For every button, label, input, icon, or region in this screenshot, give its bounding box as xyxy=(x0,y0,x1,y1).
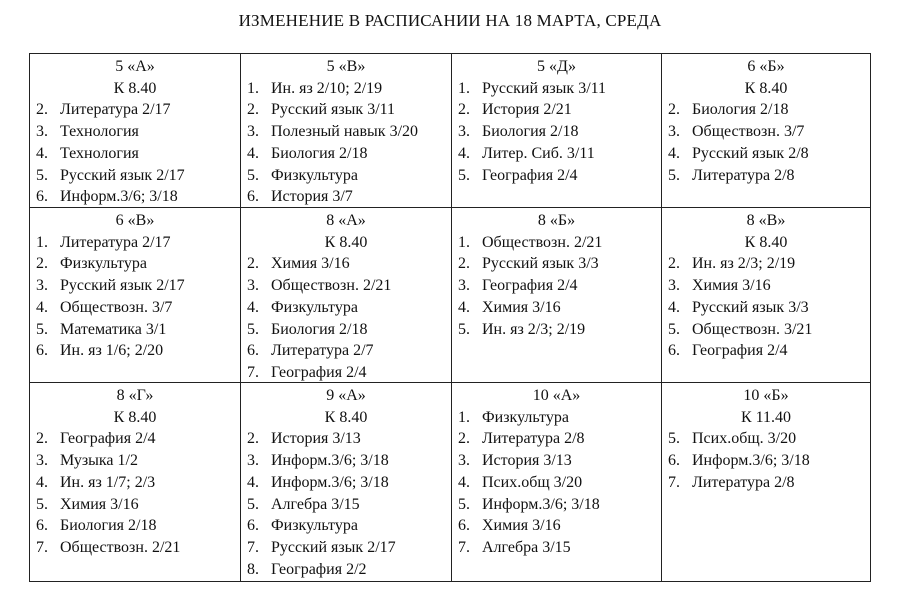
lesson-item xyxy=(668,121,870,143)
lesson-number: 3. xyxy=(458,123,470,141)
lesson-number: 7. xyxy=(247,363,259,381)
lesson-text: География 2/4 xyxy=(482,277,578,295)
lesson-text: География 2/4 xyxy=(271,363,367,381)
lesson-text: Литература 2/8 xyxy=(692,166,795,184)
lesson-number: 6. xyxy=(458,517,470,535)
lesson-number: 8. xyxy=(247,560,259,578)
lesson-number: 5. xyxy=(458,320,470,338)
lesson-text: Биология 2/18 xyxy=(692,101,789,119)
lesson-item xyxy=(247,78,451,100)
lesson-item xyxy=(247,428,451,450)
lesson-item xyxy=(668,253,870,275)
lesson-item xyxy=(458,537,661,559)
lesson-text: Русский язык 2/17 xyxy=(271,538,396,556)
lesson-number: 5. xyxy=(247,320,259,338)
lesson-text: Обществозн. 3/7 xyxy=(692,123,805,141)
lesson-item xyxy=(247,275,451,297)
lesson-text: Биология 2/18 xyxy=(60,517,157,535)
lesson-text: История 2/21 xyxy=(482,101,572,119)
lesson-text: Химия 3/16 xyxy=(482,517,561,535)
lesson-item xyxy=(458,165,661,187)
lesson-item xyxy=(36,319,240,341)
class-name: 10 «Б» xyxy=(743,387,789,404)
lesson-item xyxy=(458,121,661,143)
class-name: 5 «Д» xyxy=(537,58,576,75)
lesson-text: Музыка 1/2 xyxy=(60,452,138,470)
lesson-text: География 2/4 xyxy=(692,342,788,360)
lesson-text: Технология xyxy=(60,123,139,141)
lesson-text: Ин. яз 1/6; 2/20 xyxy=(60,342,164,360)
lesson-number: 6. xyxy=(247,342,259,360)
lesson-text: Псих.общ 3/20 xyxy=(482,473,583,491)
lesson-item xyxy=(36,143,240,165)
lesson-item xyxy=(668,450,870,472)
lesson-item xyxy=(36,450,240,472)
lesson-item xyxy=(458,494,661,516)
lesson-number: 3. xyxy=(668,277,680,295)
lesson-number: 6. xyxy=(247,517,259,535)
lesson-number: 5. xyxy=(247,495,259,513)
lesson-item xyxy=(247,121,451,143)
lesson-item xyxy=(247,362,451,383)
lesson-text: Алгебра 3/15 xyxy=(482,538,571,556)
lesson-item xyxy=(458,99,661,121)
lesson-text: Литер. Сиб. 3/11 xyxy=(482,144,595,162)
lesson-number: 1. xyxy=(458,233,470,251)
lesson-item xyxy=(247,165,451,187)
lesson-item xyxy=(36,121,240,143)
lesson-number: 5. xyxy=(36,320,48,338)
start-time: К 8.40 xyxy=(324,408,368,426)
lesson-number: 3. xyxy=(36,277,48,295)
lesson-number: 6. xyxy=(36,188,48,206)
lesson-number: 3. xyxy=(247,277,259,295)
lesson-text: Литература 2/17 xyxy=(60,233,171,251)
lesson-item xyxy=(458,253,661,275)
lesson-item xyxy=(458,407,661,429)
lesson-text: Обществозн. 3/7 xyxy=(60,298,173,316)
lesson-number: 4. xyxy=(458,473,470,491)
lesson-item xyxy=(247,515,451,537)
lesson-item xyxy=(36,165,240,187)
lesson-item xyxy=(247,143,451,165)
lesson-text: Русский язык 3/11 xyxy=(271,101,396,119)
lesson-item xyxy=(36,232,240,254)
lesson-number: 2. xyxy=(247,255,259,273)
lesson-number: 3. xyxy=(247,452,259,470)
lesson-item xyxy=(247,253,451,275)
lesson-text: Информ.3/6; 3/18 xyxy=(271,452,389,470)
start-time: К 11.40 xyxy=(740,408,792,426)
lesson-number: 5. xyxy=(247,166,259,184)
lesson-number: 1. xyxy=(247,79,259,97)
lesson-number: 4. xyxy=(36,473,48,491)
lesson-number: 4. xyxy=(458,298,470,316)
lesson-text: Ин. яз 2/3; 2/19 xyxy=(692,255,796,273)
class-name: 8 «Б» xyxy=(537,212,576,229)
lesson-text: География 2/4 xyxy=(60,430,156,448)
lesson-number: 6. xyxy=(247,188,259,206)
lesson-number: 3. xyxy=(36,452,48,470)
lesson-item xyxy=(458,275,661,297)
lesson-text: Биология 2/18 xyxy=(271,144,368,162)
start-time: К 8.40 xyxy=(113,79,157,97)
lesson-item xyxy=(668,319,870,341)
lesson-number: 4. xyxy=(247,144,259,162)
lesson-text: Физкультура xyxy=(271,298,358,316)
lesson-text: Химия 3/16 xyxy=(60,495,139,513)
lesson-number: 4. xyxy=(668,144,680,162)
lesson-text: Химия 3/16 xyxy=(271,255,350,273)
lesson-number: 2. xyxy=(247,101,259,119)
lesson-item xyxy=(247,340,451,362)
lesson-number: 5. xyxy=(668,166,680,184)
lesson-item xyxy=(668,99,870,121)
lesson-number: 2. xyxy=(36,430,48,448)
lesson-number: 3. xyxy=(668,123,680,141)
lesson-number: 5. xyxy=(458,495,470,513)
lesson-item xyxy=(247,450,451,472)
lesson-text: Обществозн. 2/21 xyxy=(271,277,392,295)
class-name: 6 «В» xyxy=(115,212,155,229)
page-title: ИЗМЕНЕНИЕ В РАСПИСАНИИ НА 18 МАРТА, СРЕДА xyxy=(238,11,662,30)
lesson-number: 3. xyxy=(247,123,259,141)
lesson-item xyxy=(36,472,240,494)
start-time: К 8.40 xyxy=(744,233,788,251)
lesson-item xyxy=(458,297,661,319)
lesson-number: 5. xyxy=(668,320,680,338)
lesson-text: Обществозн. 2/21 xyxy=(482,233,603,251)
lesson-text: Физкультура xyxy=(60,255,147,273)
lesson-number: 1. xyxy=(36,233,48,251)
lesson-number: 5. xyxy=(668,430,680,448)
class-name: 8 «В» xyxy=(746,212,786,229)
lesson-item xyxy=(36,297,240,319)
lesson-item xyxy=(247,559,451,581)
lesson-number: 4. xyxy=(247,298,259,316)
lesson-item xyxy=(668,165,870,187)
lesson-text: География 2/2 xyxy=(271,560,367,578)
lesson-text: Ин. яз 2/10; 2/19 xyxy=(271,79,383,97)
lesson-text: География 2/4 xyxy=(482,166,578,184)
lesson-text: Литература 2/7 xyxy=(271,342,374,360)
class-name: 9 «А» xyxy=(326,387,366,404)
start-time: К 8.40 xyxy=(744,79,788,97)
class-name: 8 «А» xyxy=(326,212,366,229)
lesson-number: 7. xyxy=(36,538,48,556)
lesson-item xyxy=(247,186,451,208)
lesson-text: Химия 3/16 xyxy=(482,298,561,316)
lesson-item xyxy=(247,494,451,516)
lesson-number: 2. xyxy=(458,101,470,119)
lesson-text: Русский язык 3/3 xyxy=(482,255,599,273)
lesson-text: Русский язык 3/3 xyxy=(692,298,809,316)
class-name: 8 «Г» xyxy=(116,387,154,404)
class-cell xyxy=(452,383,662,581)
lesson-item xyxy=(36,515,240,537)
lesson-text: Информ.3/6; 3/18 xyxy=(692,452,810,470)
class-name: 5 «В» xyxy=(326,58,366,75)
lesson-item xyxy=(36,275,240,297)
start-time: К 8.40 xyxy=(324,233,368,251)
lesson-text: История 3/7 xyxy=(271,188,353,206)
lesson-item xyxy=(668,428,870,450)
lesson-item xyxy=(36,428,240,450)
lesson-text: Полезный навык 3/20 xyxy=(271,123,419,141)
lesson-text: Информ.3/6; 3/18 xyxy=(482,495,600,513)
lesson-item xyxy=(458,78,661,100)
lesson-item xyxy=(36,340,240,362)
class-cell xyxy=(452,54,662,208)
lesson-item xyxy=(668,143,870,165)
lesson-item xyxy=(458,319,661,341)
lesson-text: Информ.3/6; 3/18 xyxy=(60,188,178,206)
lesson-number: 2. xyxy=(36,101,48,119)
lesson-text: Литература 2/8 xyxy=(692,473,795,491)
lesson-number: 4. xyxy=(668,298,680,316)
lesson-item xyxy=(668,472,870,494)
lesson-number: 5. xyxy=(458,166,470,184)
lesson-number: 4. xyxy=(458,144,470,162)
lesson-number: 4. xyxy=(247,473,259,491)
lesson-text: Химия 3/16 xyxy=(692,277,771,295)
class-cell xyxy=(30,54,241,208)
lesson-text: Обществозн. 3/21 xyxy=(692,320,813,338)
lesson-item xyxy=(458,472,661,494)
lesson-item xyxy=(668,275,870,297)
lesson-number: 2. xyxy=(668,255,680,273)
lesson-number: 2. xyxy=(458,430,470,448)
class-cell xyxy=(241,208,452,383)
class-cell xyxy=(30,383,241,581)
lesson-item xyxy=(247,537,451,559)
lesson-item xyxy=(247,297,451,319)
lesson-number: 6. xyxy=(36,517,48,535)
lesson-text: Физкультура xyxy=(271,517,358,535)
lesson-number: 1. xyxy=(458,408,470,426)
lesson-text: Ин. яз 2/3; 2/19 xyxy=(482,320,586,338)
lesson-number: 2. xyxy=(668,101,680,119)
class-cell xyxy=(662,54,870,208)
lesson-text: Информ.3/6; 3/18 xyxy=(271,473,389,491)
lesson-text: Ин. яз 1/7; 2/3 xyxy=(60,473,156,491)
lesson-number: 5. xyxy=(36,166,48,184)
lesson-number: 4. xyxy=(36,298,48,316)
class-name: 6 «Б» xyxy=(747,58,785,75)
lesson-text: Обществозн. 2/21 xyxy=(60,538,181,556)
lesson-text: Русский язык 2/17 xyxy=(60,277,185,295)
lesson-number: 2. xyxy=(247,430,259,448)
lesson-text: Математика 3/1 xyxy=(60,320,167,338)
lesson-text: Биология 2/18 xyxy=(482,123,579,141)
lesson-item xyxy=(247,319,451,341)
class-name: 10 «А» xyxy=(532,387,581,404)
lesson-item xyxy=(247,99,451,121)
lesson-item xyxy=(458,428,661,450)
lesson-text: Русский язык 2/8 xyxy=(692,144,809,162)
schedule-table xyxy=(29,53,871,582)
class-cell xyxy=(662,383,870,581)
lesson-text: Физкультура xyxy=(271,166,358,184)
lesson-number: 6. xyxy=(668,452,680,470)
lesson-number: 6. xyxy=(668,342,680,360)
lesson-text: Псих.общ. 3/20 xyxy=(692,430,797,448)
lesson-number: 3. xyxy=(458,277,470,295)
lesson-item xyxy=(458,515,661,537)
lesson-item xyxy=(36,99,240,121)
lesson-text: Алгебра 3/15 xyxy=(271,495,360,513)
lesson-number: 7. xyxy=(247,538,259,556)
lesson-number: 1. xyxy=(458,79,470,97)
class-cell xyxy=(241,54,452,208)
lesson-item xyxy=(668,340,870,362)
lesson-text: Технология xyxy=(60,144,139,162)
lesson-item xyxy=(458,232,661,254)
lesson-text: История 3/13 xyxy=(482,452,572,470)
lesson-number: 3. xyxy=(36,123,48,141)
class-cell xyxy=(452,208,662,383)
lesson-item xyxy=(458,143,661,165)
lesson-number: 4. xyxy=(36,144,48,162)
class-cell xyxy=(241,383,452,581)
lesson-text: Литература 2/17 xyxy=(60,101,171,119)
lesson-text: Физкультура xyxy=(482,408,569,426)
lesson-number: 7. xyxy=(668,473,680,491)
lesson-number: 3. xyxy=(458,452,470,470)
lesson-number: 5. xyxy=(36,495,48,513)
class-cell xyxy=(30,208,241,383)
lesson-item xyxy=(36,253,240,275)
lesson-text: Русский язык 2/17 xyxy=(60,166,185,184)
lesson-number: 6. xyxy=(36,342,48,360)
class-name: 5 «А» xyxy=(115,58,155,75)
lesson-number: 2. xyxy=(36,255,48,273)
lesson-item xyxy=(36,537,240,559)
lesson-number: 7. xyxy=(458,538,470,556)
lesson-text: Литература 2/8 xyxy=(482,430,585,448)
lesson-text: Русский язык 3/11 xyxy=(482,79,607,97)
lesson-item xyxy=(36,186,240,208)
lesson-item xyxy=(36,494,240,516)
lesson-text: Биология 2/18 xyxy=(271,320,368,338)
lesson-number: 2. xyxy=(458,255,470,273)
class-cell xyxy=(662,208,870,383)
lesson-text: История 3/13 xyxy=(271,430,361,448)
start-time: К 8.40 xyxy=(113,408,157,426)
lesson-item xyxy=(668,297,870,319)
lesson-item xyxy=(458,450,661,472)
lesson-item xyxy=(247,472,451,494)
